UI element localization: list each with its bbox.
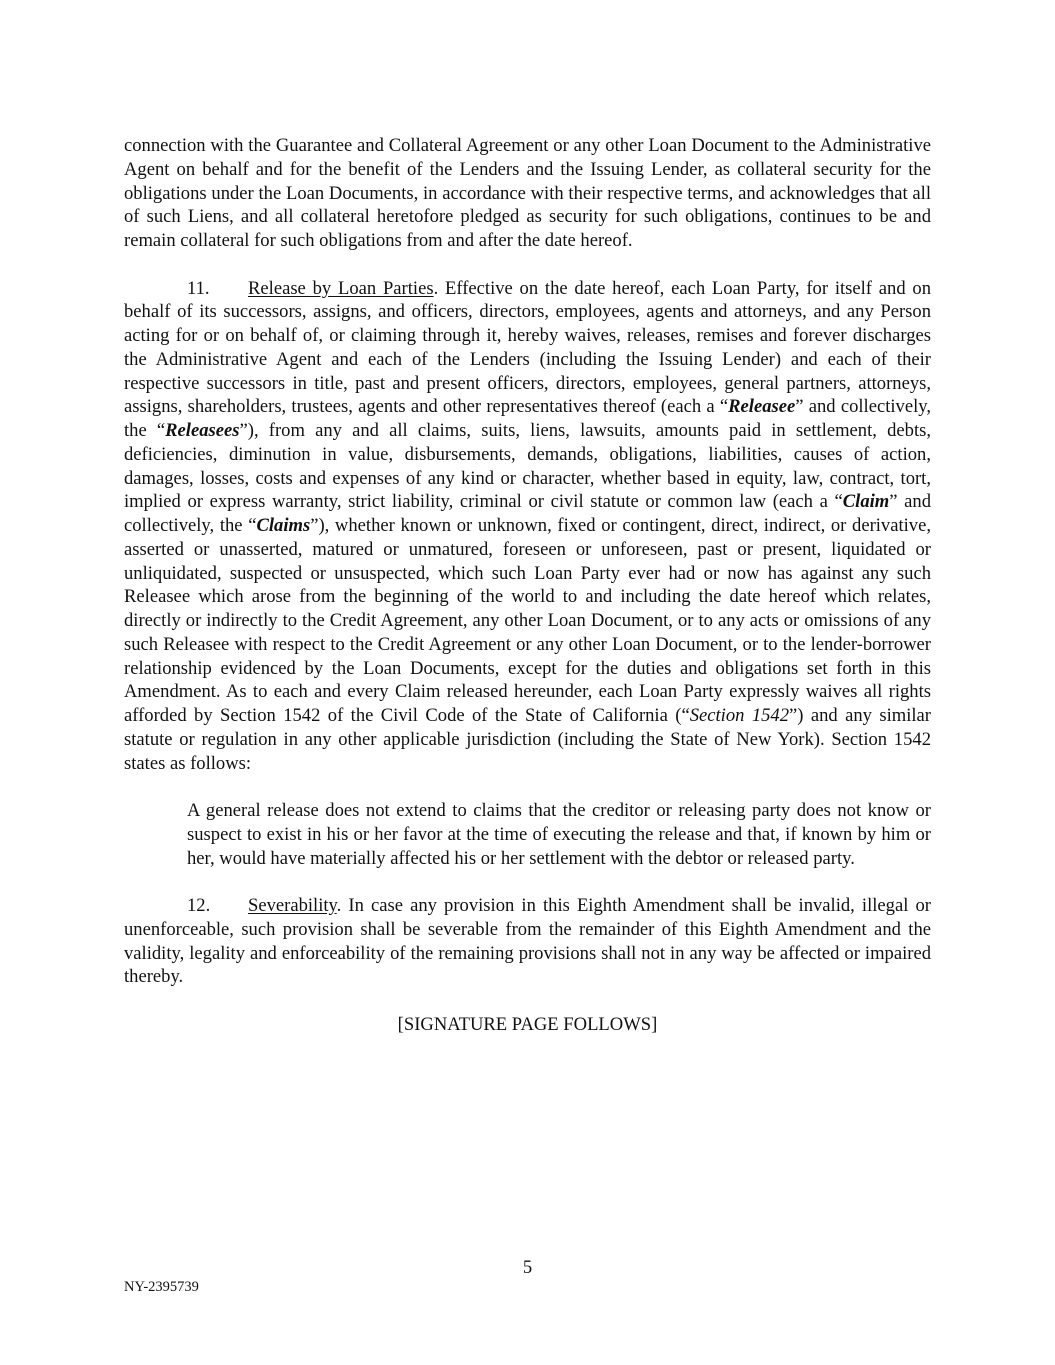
section-11-number: 11. [187, 277, 210, 299]
defined-term-releasees: Releasees [165, 420, 240, 441]
section-11-text: ”), from any and all claims, suits, liens, lawsuits, amounts paid in settlement, debts, deficiencies, diminution in value, disbursements, demands, obligations, liabilities, causes of action, damages, losses, costs and expenses of any kind or character, whether based in equity, law, contract, tort, implied or express warranty, strict liability, criminal or civil statute or common law (each a “ [124, 420, 931, 513]
signature-page-note: [SIGNATURE PAGE FOLLOWS] [397, 1013, 658, 1035]
section-12-text: . In case any provision in this Eighth Amendment shall be invalid, illegal or unenforceable, such provision shall be severable from the remainder of this Eighth Amendment and the validity, legality and enforceability of the remaining provisions shall not in any way be affected or impaired thereby. [124, 895, 931, 988]
defined-term-releasee: Releasee [728, 396, 796, 418]
section-12-paragraph [124, 894, 931, 989]
defined-term-claims: Claims [256, 515, 311, 536]
section-11-text: ” and collectively, the “ [124, 491, 932, 536]
section-11-paragraph [124, 277, 931, 776]
continuation-paragraph: connection with the Guarantee and Collateral Agreement or any other Loan Document to the Administrative Agent on behalf and for the benefit of the Lenders and the Issuing Lender, as collateral security for the obligations under the Loan Documents, in accordance with their respective terms, and acknowledges that all of such Liens, and all collateral heretofore pledged as security for such obligations, continues to be and remain collateral for such obligations from and after the date hereof. [124, 135, 931, 251]
section-11-text: ”) and any similar statute or regulation in any other applicable jurisdiction (including the State of New York). Section 1542 states as follows: [124, 705, 931, 774]
page-number: 5 [522, 1257, 533, 1278]
section-11-text: ”), whether known or unknown, fixed or contingent, direct, indirect, or derivative, asserted or unasserted, matured or unmatured, foreseen or unforeseen, past or present, liquidated or unliquidated, suspected or unsuspected, which such Loan Party ever had or now has against any such Releasee which arose from the beginning of the world to and including the date hereof which relates, directly or indirectly to the Credit Agreement, any other Loan Document, or to any acts or omissions of any such Releasee with respect to the Credit Agreement or any other Loan Document, or to the lender-borrower relationship evidenced by the Loan Documents, except for the duties and obligations set forth in this Amendment. As to each and every Claim released hereunder, each Loan Party expressly waives all rights afforded by Section 1542 of the Civil Code of the State of California (“ [124, 515, 932, 726]
section-12-heading: Severability [248, 895, 337, 916]
section-11-text: ” and collectively, the “ [124, 396, 931, 441]
defined-term-claim: Claim [842, 491, 890, 513]
section-11-text: . Effective on the date hereof, each Loan Party, for itself and on behalf of its successors, assigns, and officers, directors, employees, agents and attorneys, and any Person acting for or on behalf of, or claiming through it, hereby waives, releases, remises and forever discharges the Administrative Agent and each of the Lenders (including the Issuing Lender) and each of their respective successors in title, past and present officers, directors, employees, general partners, attorneys, assigns, shareholders, trustees, agents and other representatives thereof (each a “ [124, 277, 931, 418]
section-11-heading: Release by Loan Parties [248, 277, 434, 299]
defined-term-section-1542: Section 1542 [689, 705, 790, 726]
section-12-number: 12. [187, 895, 211, 916]
document-page [124, 134, 931, 1037]
document-id: NY-2395739 [124, 1279, 199, 1295]
quoted-statute-block: A general release does not extend to claims that the creditor or releasing party does not know or suspect to exist in his or her favor at the time of executing the release and that, if known by him or her, would have materially affected his or her settlement with the debtor or released party. [187, 800, 931, 869]
